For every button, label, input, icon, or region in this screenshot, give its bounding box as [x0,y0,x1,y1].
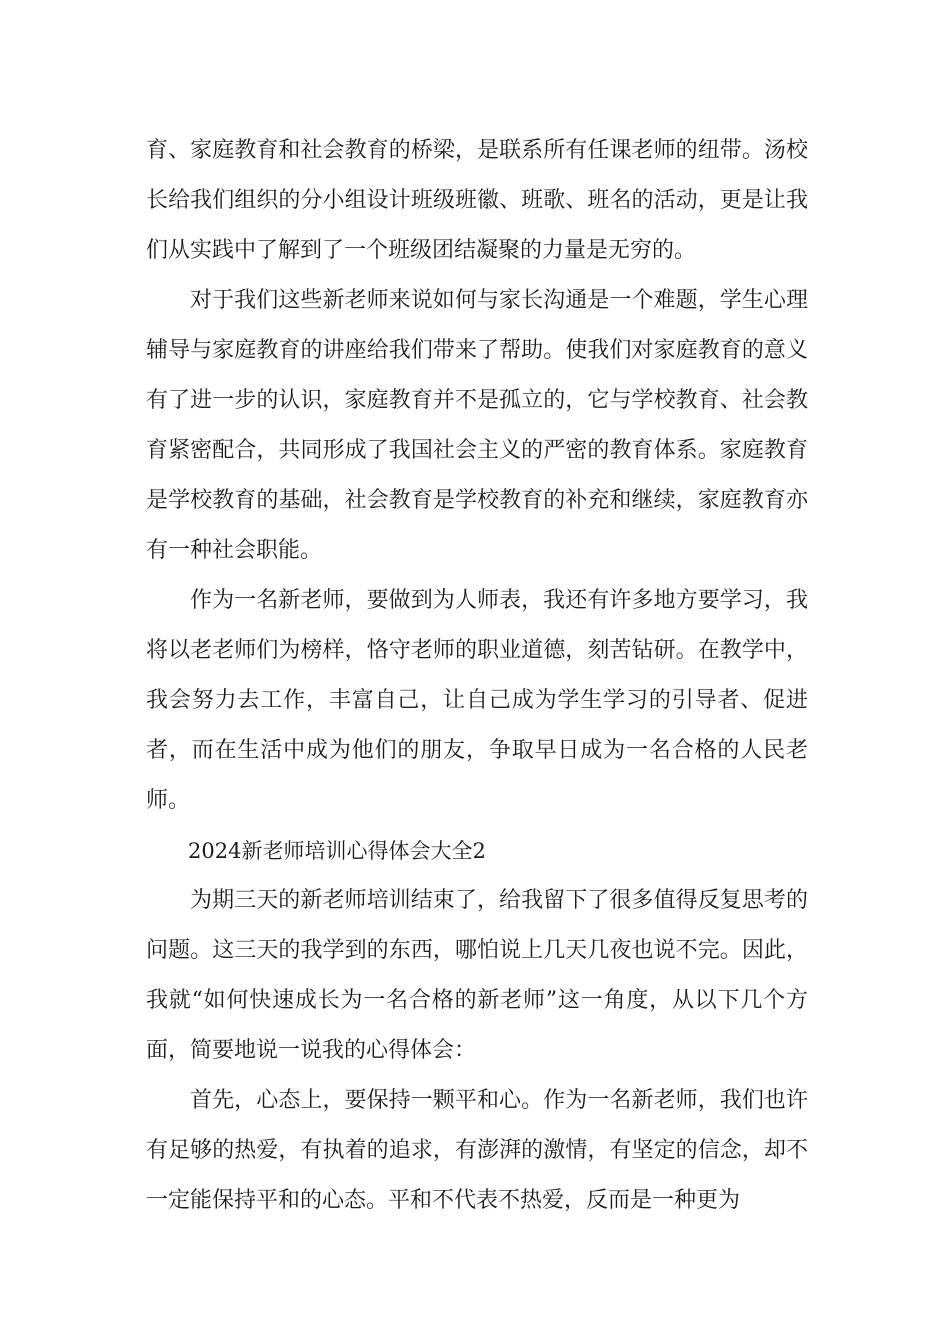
section-heading: 2024新老师培训心得体会大全2 [188,839,486,863]
document-body [146,126,808,1226]
paragraph-mindset: 首先，心态上，要保持一颗平和心。作为一名新老师，我们也许有足够的热爱，有执着的追求，有澎湃的激情，有坚定的信念，却不一定能保持平和的心态。平和不代表不热爱，反而是一种更为 [146,1088,808,1213]
paragraph-training-summary: 为期三天的新老师培训结束了，给我留下了很多值得反复思考的问题。这三天的我学到的东西，哪怕说上几天几夜也说不完。因此，我就“如何快速成长为一名合格的新老师”这一角度，从以下几个方面，简要地说一说我的心得体会： [146,888,808,1063]
paragraph-new-teacher-goals: 作为一名新老师，要做到为人师表，我还有许多地方要学习，我将以老老师们为榜样，恪守老师的职业道德，刻苦钻研。在教学中，我会努力去工作，丰富自己，让自己成为学生学习的引导者、促进者，而在生活中成为他们的朋友，争取早日成为一名合格的人民老师。 [146,588,808,813]
paragraph-continued: 育、家庭教育和社会教育的桥梁，是联系所有任课老师的纽带。汤校长给我们组织的分小组设计班级班徽、班歌、班名的活动，更是让我们从实践中了解到了一个班级团结凝聚的力量是无穷的。 [146,138,808,263]
paragraph-parent-communication: 对于我们这些新老师来说如何与家长沟通是一个难题，学生心理辅导与家庭教育的讲座给我们带来了帮助。使我们对家庭教育的意义有了进一步的认识，家庭教育并不是孤立的，它与学校教育、社会教育紧密配合，共同形成了我国社会主义的严密的教育体系。家庭教育是学校教育的基础，社会教育是学校教育的补充和继续，家庭教育亦有一种社会职能。 [146,288,808,563]
